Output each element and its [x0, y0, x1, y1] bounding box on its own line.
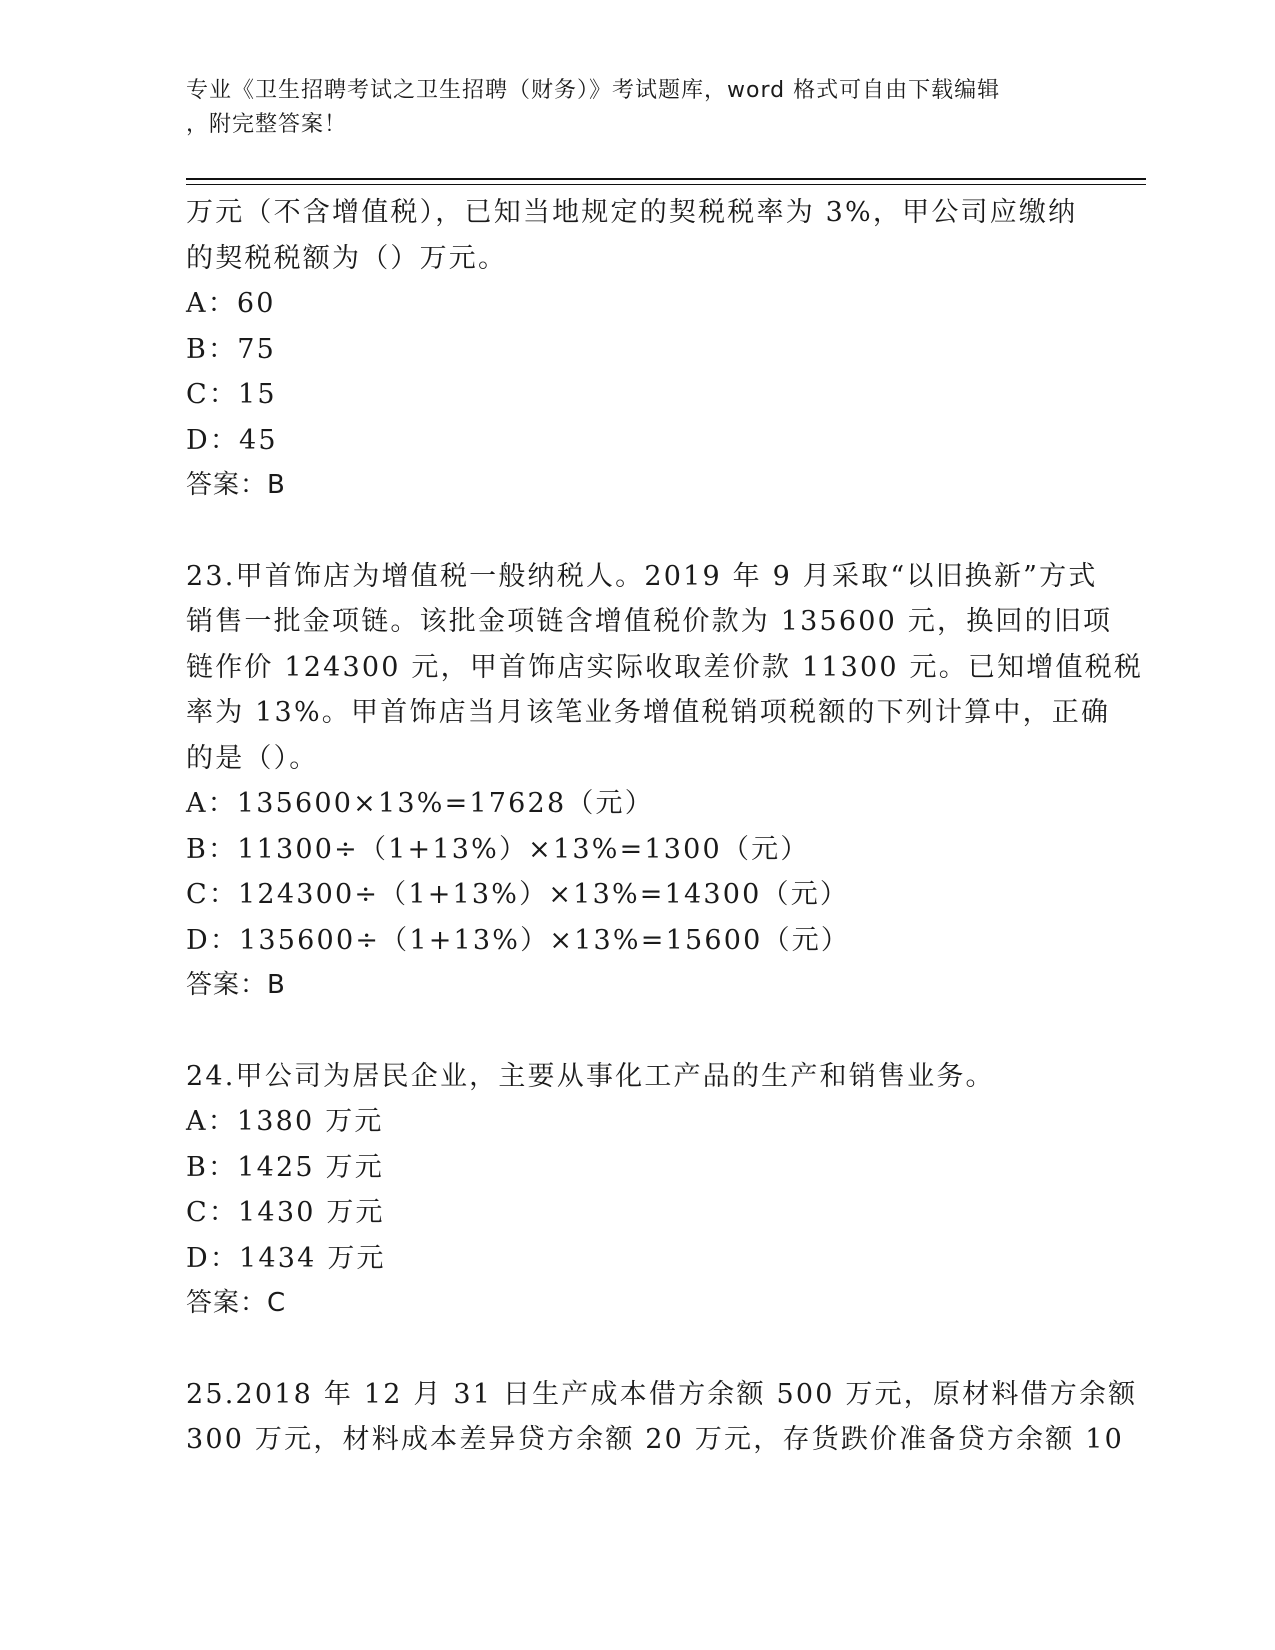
- option-d: D：135600÷（1+13%）×13%=15600（元）: [186, 924, 851, 956]
- question-stem-line: 率为 13%。甲首饰店当月该笔业务增值税销项税额的下列计算中，正确: [186, 697, 1111, 728]
- option-c: C：124300÷（1+13%）×13%=14300（元）: [186, 879, 850, 910]
- option-d: D：1434 万元: [186, 1242, 386, 1274]
- option-b: B：11300÷（1+13%）×13%=1300（元）: [186, 833, 810, 865]
- answer-line: 答案：B: [186, 970, 286, 1000]
- question-stem-line: 23.甲首饰店为增值税一般纳税人。2019 年 9 月采取“以旧换新”方式: [186, 560, 1098, 592]
- question-stem-line: 链作价 124300 元，甲首饰店实际收取差价款 11300 元。已知增值税税: [186, 651, 1144, 683]
- answer-line: 答案：C: [186, 1288, 287, 1318]
- header-line-1: 专业《卫生招聘考试之卫生招聘（财务）》考试题库，word 格式可自由下载编辑: [186, 78, 1001, 103]
- question-stem-line: 的契税税额为（）万元。: [186, 242, 508, 274]
- question-25: [186, 1372, 1138, 1463]
- option-b: B：1425 万元: [186, 1151, 384, 1183]
- answer-line: 答案：B: [186, 470, 286, 500]
- question-stem-line: 24.甲公司为居民企业，主要从事化工产品的生产和销售业务。: [186, 1060, 995, 1092]
- question-stem-line: 300 万元，材料成本差异贷方余额 20 万元，存货跌价准备贷方余额 10: [186, 1424, 1124, 1455]
- option-d: D：45: [186, 424, 278, 456]
- question-23: [186, 554, 1144, 1009]
- option-b: B：75: [186, 333, 276, 365]
- option-c: C：1430 万元: [186, 1197, 385, 1228]
- question-22: [186, 190, 1086, 509]
- document-header: [186, 74, 1066, 142]
- question-stem-line: 销售一批金项链。该批金项链含增值税价款为 135600 元，换回的旧项: [186, 606, 1113, 637]
- question-stem-line: 万元（不含增值税），已知当地规定的契税税率为 3%，甲公司应缴纳: [186, 197, 1078, 228]
- question-list: [186, 190, 1144, 1463]
- header-rule-thick: [186, 178, 1146, 180]
- header-line-2: ，附完整答案！: [186, 112, 348, 137]
- option-a: A：1380 万元: [186, 1106, 384, 1137]
- question-stem-line: 的是（）。: [186, 742, 319, 774]
- option-c: C：15: [186, 379, 277, 410]
- question-stem-line: 25.2018 年 12 月 31 日生产成本借方余额 500 万元，原材料借方余额: [186, 1378, 1138, 1410]
- option-a: A：135600×13%=17628（元）: [186, 788, 654, 819]
- question-24: [186, 1054, 1086, 1327]
- header-rule-thin: [186, 184, 1146, 185]
- option-a: A：60: [186, 288, 276, 319]
